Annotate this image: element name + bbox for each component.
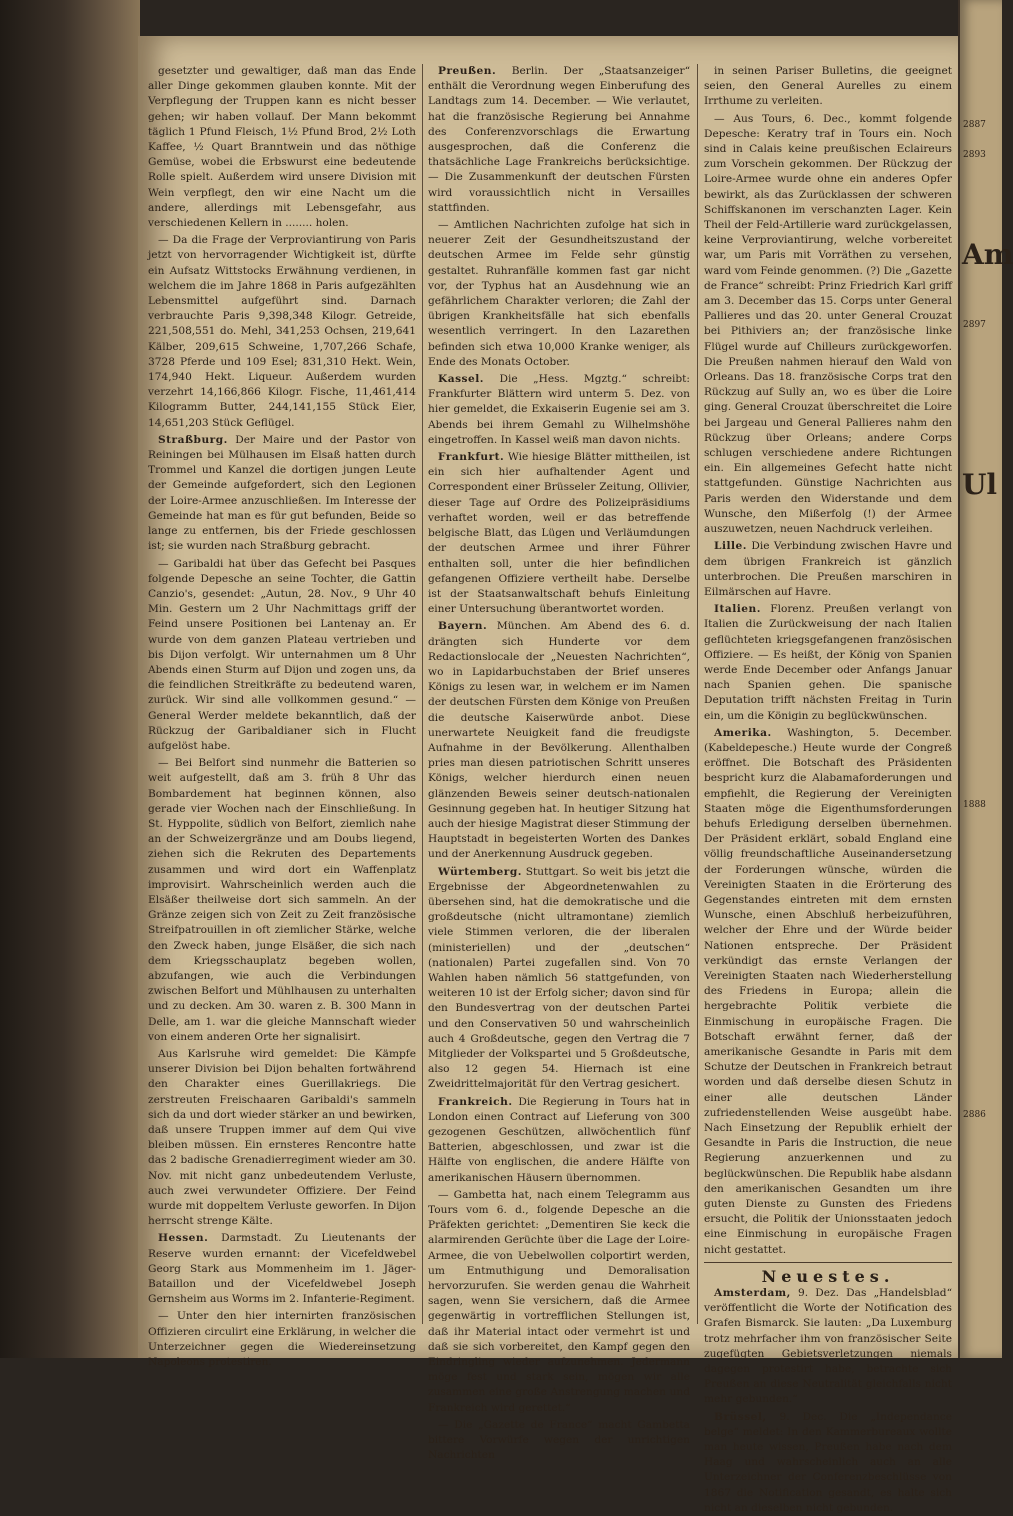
article-dateline: Lille.	[714, 540, 747, 553]
adjacent-page-fragment: Am	[962, 238, 1013, 271]
article-text: Wie hiesige Blätter mittheilen, ist ein sich hier aufhaltender Agent und Correspondent einer Brüsseler Zeitung, Ollivier, dieser Tage auf Ordre des Polizeipräsidiums verhaftet worden, weil er das betreffende belgische Blatt, das Lügen und Verläumdungen der deutschen Armee und ihrer Führer enthalten soll, unter die hier befindlichen gefangenen Offiziere vertheilt habe. Derselbe ist der Staatsanwaltschaft behufs Einleitung einer Untersuchung überantwortet worden.	[428, 451, 690, 616]
article-paragraph	[428, 1418, 690, 1464]
newspaper-page	[138, 36, 958, 1514]
article-text: Der Maire und der Pastor von Reiningen bei Mülhausen im Elsaß hatten durch Trommel und Kanzel die dortigen jungen Leute der Gemeinde aufgefordert, sich den Legionen der Loire-Armee anzuschließen. Im Interesse der Gemeinde hat man es für gut befunden, Beide so lange zu entfernen, bis der Friede geschlossen ist; sie wurden nach Straßburg gebracht.	[148, 433, 416, 553]
article-text: 9. Dez. Das „Handelsblad“ veröffentlicht die Worte der Notification des Grafen Bismarck. Sie lauten: „Da Luxemburg trotz mehrfacher ihm von französischer Seite zugefügten Gebietsverletzungen niemals dagegen protestirt habe, betrachte sich Preußen an diese Neutralität gleichfalls nicht mehr gebunden.“	[704, 1287, 952, 1406]
article-paragraph	[704, 726, 952, 1258]
article-paragraph	[148, 64, 416, 231]
article-text: — Unter den hier internirten französischen Offizieren circulirt eine Erklärung, in welcher die Unterzeichner gegen die Wiedereinsetzung Napoleons protestiren.	[148, 1310, 416, 1369]
article-paragraph	[704, 1410, 952, 1516]
neuestes-heading: Neuestes.	[761, 1266, 895, 1286]
article-dateline: Frankreich.	[438, 1095, 513, 1108]
column-divider	[697, 64, 698, 1324]
article-paragraph	[428, 1188, 690, 1416]
article-dateline: Preußen.	[438, 65, 497, 77]
article-dateline: Hessen.	[158, 1232, 209, 1245]
article-paragraph	[148, 1309, 416, 1370]
article-text: München. Am Abend des 6. d. drängten sich Hunderte vor dem Redactionslocale der „Neuesten Nachrichten“, wo in Lapidarbuchstaben der Brief unseres Königs zu lesen war, in welchem er im Namen der deutschen Fürsten dem Könige von Preußen die deutsche Kaiserwürde anbot. Diese unerwartete Neuigkeit fand die freudigste Aufnahme in der Bevölkerung. Allenthalben pries man diesen patriotischen Schritt unseres Königs, welcher hierdurch einen neuen glänzenden Beweis seiner deutsch-nationalen Gesinnung gegeben hat. In heutiger Sitzung hat auch der hiesige Magistrat dieser Stimmung der Hauptstadt in begeisterten Worten des Dankes und der Anerkennung Ausdruck gegeben.	[428, 620, 690, 861]
column-middle	[428, 64, 690, 1462]
article-paragraph	[148, 557, 416, 755]
article-text: Berlin. Der „Staatsanzeiger“ enthält die Verordnung wegen Einberufung des Landtags zum 14. December. — Wie verlautet, hat die französische Regierung bei Annahme des Conferenzvorschlags die Erwartung ausgesprochen, daß die Conferenz die thatsächliche Lage Frankreichs berücksichtige. — Die Zusammenkunft der deutschen Fürsten wird voraussichtlich nicht in Versailles stattfinden.	[428, 65, 690, 214]
article-text: 9. Dec. Die „Independance belge“ meldet: In den Kammerbureaux wollte man heute wissen, Preußen habe nach dem Haag und wahrscheinlich auch an alle Unterzeichner der Conferenzbeschlüsse von 1867 die Notification gesandt, es halte sich nicht an dieselben nicht gebunden.	[704, 1410, 952, 1514]
article-paragraph	[428, 218, 690, 370]
article-paragraph	[428, 64, 690, 216]
adjacent-page-fragment: 2893	[963, 150, 986, 160]
adjacent-page-edge	[958, 0, 1013, 1358]
article-text: — Garibaldi hat über das Gefecht bei Pasques folgende Depesche an seine Tochter, die Gattin Canzio's, gesendet: „Autun, 28. Nov., 9 Uhr 40 Min. Gestern um 2 Uhr Nachmittags griff der Feind unsere Positionen bei Lantenay an. Er wurde von dem ganzen Plateau vertrieben und bis Dijon verfolgt. Wir unternahmen um 8 Uhr Abends einen Sturm auf Dijon und zogen uns, da die feindlichen Streitkräfte zu bedeutend waren, zurück. Wir sind alle vollkommen gesund.“ — General Werder meldete bekanntlich, daß der Rückzug der Garibaldianer sich in Flucht aufgelöst habe.	[148, 557, 416, 752]
column-divider	[422, 64, 423, 1324]
article-text: — Die „Gazette de France“ macht Gambetta bittere Vorwürfe wegen der unrichtigen Nachrichten	[428, 1418, 690, 1462]
article-paragraph	[704, 539, 952, 600]
article-text: Die Verbindung zwischen Havre und dem übrigen Frankreich ist gänzlich unterbrochen. Die Preußen marschiren in Eilmärschen auf Havre.	[704, 540, 952, 598]
article-text: in seinen Pariser Bulletins, die geeignet seien, den General Aurelles zu einem Irrthume zu verleiten.	[704, 65, 952, 108]
adjacent-page-fragment: 1888	[963, 800, 986, 810]
article-text: — Gambetta hat, nach einem Telegramm aus Tours vom 6. d., folgende Depesche an die Präfekten gerichtet: „Dementiren Sie keck die alarmirenden Gerüchte über die Lage der Loire-Armee, die von Uebelwollen colportirt werden, um Entmuthigung und Demoralisation hervorzurufen. Sie werden genau die Wahrheit sagen, wenn Sie versichern, daß die Armee gegenwärtig in vortrefflichen Stellungen ist, daß ihr Material intact oder vermehrt ist und daß sie sich vorbereitet, den Kampf gegen den Eindringling wieder aufzunehmen. Jedermann möge fest und stark sein, mögen wir alle zusammen eine große Anstrengung machen und Frankreich wird gerettet.“	[428, 1188, 690, 1414]
adjacent-page-fragment: Ul	[962, 468, 998, 501]
article-text: — Bei Belfort sind nunmehr die Batterien so weit aufgestellt, daß am 3. früh 8 Uhr das Bombardement hat beginnen können, also gerade vier Wochen nach der Einschließung. In St. Hyppolite, südlich von Belfort, ziemlich nahe an der Schweizergränze und am Doubs liegend, ziehen sich die Rekruten des Departements zusammen und wird dort ein Waffenplatz improvisirt. Wahrscheinlich werden auch die Elsäßer theilweise dort sich sammeln. An der Gränze zeigen sich von Zeit zu Zeit französische Streifpatrouillen in oft ziemlicher Stärke, welche den Zweck haben, junge Elsäßer, die sich nach dem Kriegsschauplatz begeben wollen, abzufangen, wie auch die Verbindungen zwischen Belfort und Mühlhausen zu unterhalten und zu decken. Am 30. waren z. B. 300 Mann in Delle, am 1. war die gleiche Mannschaft wieder von einem anderen Orte her signalisirt.	[148, 757, 416, 1043]
adjacent-page-fragment: 2897	[963, 320, 986, 330]
article-paragraph	[428, 450, 690, 617]
article-paragraph	[148, 756, 416, 1045]
column-right	[704, 64, 952, 1514]
article-text: Aus Karlsruhe wird gemeldet: Die Kämpfe unserer Division bei Dijon behalten fortwährend den Charakter eines Guerillakriegs. Die zerstreuten Freischaaren Garibaldi's sammeln sich da und dort wieder stärker an und bewirken, daß unsere Truppen immer auf dem Qui vive bleiben müssen. Ein ernsteres Rencontre hatte das 2 badische Grenadierregiment wieder am 30. Nov. mit nicht ganz unbedeutendem Verluste, auch zwei verwundeter Offiziere. Der Feind wurde mit doppeltem Verluste geworfen. In Dijon herrscht strenge Kälte.	[148, 1048, 416, 1228]
article-paragraph	[428, 372, 690, 448]
article-text: — Aus Tours, 6. Dec., kommt folgende Depesche: Keratry traf in Tours ein. Noch sind in Calais keine preußischen Eclaireurs zum Vorschein gekommen. Der Rückzug der Loire-Armee wurde ohne ein anderes Opfer bewirkt, als das Zurücklassen der schweren Schiffskanonen im verschanzten Lager. Kein Theil der Feld-Artillerie ward zurückgelassen, keine Verproviantirung, welche vorbereitet war, um Paris mit Vorräthen zu versehen, ward vom Feinde genommen. (?) Die „Gazette de France“ schreibt: Prinz Friedrich Karl griff am 3. December das 15. Corps unter General Pallieres und das 20. unter General Crouzat bei Pithiviers an; der französische linke Flügel wurde auf Chilleurs zurückgeworfen. Die Preußen nahmen hierauf den Wald von Orleans. Das 18. französische Corps trat den Rückzug auf Sully an, wo es über die Loire ging. General Crouzat überschreitet die Loire bei Jargeau und General Pallieres nahm den Rückzug über Orleans; andere Corps schlugen verschiedene andere Richtungen ein. Ein allgemeines Gefecht hatte nicht stattgefunden. Günstige Nachrichten aus Paris werden den Widerstande und dem Wunsche, den Mißerfolg (!) der Armee auszuwetzen, neuen Nachdruck verleihen.	[704, 112, 952, 536]
article-dateline: Würtemberg.	[438, 865, 522, 878]
article-paragraph	[148, 1231, 416, 1307]
article-paragraph	[428, 619, 690, 862]
article-dateline: Brüssel,	[714, 1410, 767, 1423]
article-dateline: Straßburg.	[158, 433, 228, 446]
article-paragraph	[704, 1286, 952, 1408]
section-rule	[704, 1262, 952, 1263]
article-text: Die „Hess. Mgztg.“ schreibt: Frankfurter Blättern wird unterm 5. Dez. von hier gemeldet, die Exkaiserin Eugenie sei am 3. Abends bei ihrem Gemahl zu Wilhelmshöhe eingetroffen. In Kassel weiß man davon nichts.	[428, 373, 690, 446]
article-text: Die Regierung in Tours hat in London einen Contract auf Lieferung von 300 gezogenen Geschützen, allwöchentlich fünf Batterien, abgeschlossen, und zwar ist die Hälfte von englischen, die andere Hälfte von amerikanischen Häusern übernommen.	[428, 1095, 690, 1184]
article-dateline: Bayern.	[438, 620, 488, 633]
article-paragraph	[704, 112, 952, 538]
article-paragraph	[428, 1095, 690, 1186]
article-text: gesetzter und gewaltiger, daß man das Ende aller Dinge gekommen glauben konnte. Mit der Verpflegung der Truppen kann es nicht besser gehen; wir haben vollauf. Der Mann bekommt täglich 1 Pfund Fleisch, 1½ Pfund Brod, 2½ Loth Kaffee, ½ Quart Branntwein und das nöthige Gemüse, wobei die Erbswurst eine bedeutende Rolle spielt. Außerdem wird unsere Division mit Wein verpflegt, den wir eine Nacht um die andere, allerdings mit Lebensgefahr, aus verschiedenen Kellern in ........ holen.	[148, 65, 416, 230]
adjacent-page-fragment: 2886	[963, 1110, 986, 1120]
article-text: Stuttgart. So weit bis jetzt die Ergebnisse der Abgeordnetenwahlen zu übersehen sind, hat die demokratische und die großdeutsche (nicht ultramontane) ziemlich viele Stimmen verloren, die der liberalen (ministeriellen) und der „deutschen“ (nationalen) Partei zugefallen sind. Von 70 Wahlen haben nämlich 56 stattgefunden, von weiteren 10 ist der Erfolg sicher; davon sind für den Bundesvertrag von der deutschen Partei und den Conservativen 50 und wahrscheinlich auch 4 Großdeutsche, gegen den Vertrag die 7 Mitglieder der Volkspartei und 5 Großdeutsche, also 12 gegen 54. Hiernach ist eine Zweidrittelmajorität für den Vertrag gesichert.	[428, 865, 690, 1091]
adjacent-page-fragment: 2887	[963, 120, 986, 130]
article-paragraph	[148, 233, 416, 431]
book-binding	[0, 0, 140, 1358]
article-text: Darmstadt. Zu Lieutenants der Reserve wurden ernannt: der Vicefeldwebel Georg Stark aus Mommenheim im 1. Jäger-Bataillon und der Vicefeldwebel Joseph Gernsheim aus Worms im 2. Infanterie-Regiment.	[148, 1232, 416, 1306]
article-paragraph	[704, 602, 952, 724]
article-dateline: Frankfurt.	[438, 451, 505, 464]
article-text: Washington, 5. December. (Kabeldepesche.) Heute wurde der Congreß eröffnet. Die Botschaft des Präsidenten bespricht kurz die Alabamaforderungen und empfiehlt, die Regierung der Vereinigten Staaten möge die Eigenthumsforderungen behufs Erledigung derselben übernehmen. Der Präsident erklärt, sobald England eine völlig freundschaftliche Auseinandersetzung der Forderungen wünsche, würden die Vereinigten Staaten in die Erörterung des Gegenstandes eintreten mit dem ernsten Wunsche, einen Abschluß herbeizuführen, welcher der Ehre und der Würde beider Nationen entspreche. Der Präsident verkündigt das ernste Verlangen der Vereinigten Staaten nach Wiederherstellung des Friedens in Europa; allein die hergebrachte Politik verbiete die Einmischung in europäische Fragen. Die Botschaft erwähnt ferner, daß der amerikanische Gesandte in Paris mit dem Schutze der Deutschen in Frankreich betraut worden und daß derselbe diesen Schutz in einer alle deutschen Länder zufriedenstellenden Weise ausgeübt habe. Nach Einsetzung der Republik erhielt der Gesandte in Paris die Instruction, die neue Regierung anzuerkennen und zu beglückwünschen. Die Republik habe alsdann den amerikanischen Gesandten um ihre guten Dienste zu Gunsten des Friedens ersucht, die Politik der Unionsstaaten jedoch eine Einmischung in europäische Fragen nicht gestattet.	[704, 726, 952, 1256]
article-text: — Da die Frage der Verproviantirung von Paris jetzt von hervorragender Wichtigkeit ist, dürfte ein Aufsatz Wittstocks Erwähnung verdienen, in welchem die im Jahre 1868 in Paris aufgezählten Lebensmittel aufgeführt sind. Darnach verbrauchte Paris 9,398,348 Kilogr. Getreide, 221,508,551 do. Mehl, 341,253 Ochsen, 219,641 Kälber, 209,615 Schweine, 1,707,266 Schafe, 3728 Pferde und 109 Esel; 831,310 Hekt. Wein, 174,940 Hekt. Liqueur. Außerdem wurden verzehrt 14,166,866 Kilogr. Fische, 11,461,414 Kilogramm Butter, 244,141,155 Stück Eier, 14,651,203 Stück Geflügel.	[148, 234, 416, 429]
article-dateline: Amsterdam,	[714, 1287, 791, 1300]
column-left	[148, 64, 416, 1369]
article-dateline: Italien.	[714, 603, 761, 616]
article-paragraph	[428, 865, 690, 1093]
article-paragraph	[148, 433, 416, 555]
article-text: Florenz. Preußen verlangt von Italien die Zurückweisung der nach Italien geflüchteten kriegsgefangenen französischen Offiziere. — Es heißt, der König von Spanien werde Ende December oder Anfangs Januar nach Spanien gehen. Die spanische Deputation trifft nächsten Freitag in Turin ein, um die Königin zu beglückwünschen.	[704, 603, 952, 722]
article-paragraph	[704, 64, 952, 110]
article-dateline: Amerika.	[714, 726, 772, 739]
article-dateline: Kassel.	[438, 373, 484, 386]
article-paragraph	[148, 1047, 416, 1229]
article-text: — Amtlichen Nachrichten zufolge hat sich in neuerer Zeit der Gesundheitszustand der deutschen Armee im Felde sehr günstig gestaltet. Ruhranfälle kommen fast gar nicht vor, der Typhus hat an Ausdehnung wie an gefährlichem Charakter verloren; die Zahl der übrigen Krankheitsfälle hat sich ebenfalls wesentlich verringert. In den Lazarethen befinden sich etwa 10,000 Kranke weniger, als Ende des Monats October.	[428, 219, 690, 368]
